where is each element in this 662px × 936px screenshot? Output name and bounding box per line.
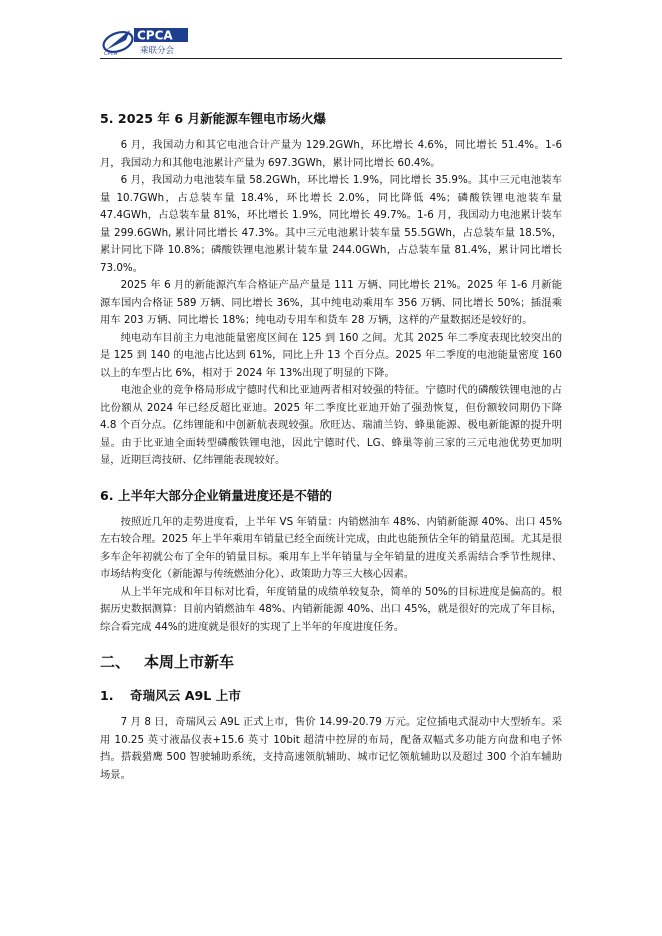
page-header	[100, 22, 562, 59]
section5-paragraph: 纯电动车目前主力电池能量密度区间在 125 到 160 之间。尤其 2025 年二季度表现比较突出的是 125 到 140 的电池占比达到 61%，同比上升 13 个百分点。2025 年二季度的电池能量密度 160 以上的车型占比 6%，相对于 2024 年 13%出现了明显的下降。	[100, 331, 562, 379]
item1-title: 奇瑞风云 A9L 上市	[130, 688, 241, 703]
item1-number: 1.	[100, 688, 114, 703]
item1-heading	[100, 688, 562, 704]
logo-text: CPCA	[137, 28, 173, 43]
cpca-logo	[100, 22, 200, 56]
section5-title: 5. 2025 年 6 月新能源车锂电市场火爆	[100, 111, 327, 126]
chapter-heading	[100, 652, 562, 672]
section6-paragraph: 从上半年完成和年目标对比看，年度销量的成绩单较复杂，简单的 50%的目标进度是偏高的。根据历史数据测算：目前内销燃油车 48%、内销新能源 40%、出口 45%，就是很好的完成了年目标，综合看完成 44%的进度就是很好的实现了上半年的年度进度任务。	[100, 585, 562, 633]
document-body	[100, 111, 562, 784]
item1-paragraph: 7 月 8 日，奇瑞风云 A9L 正式上市，售价 14.99-20.79 万元。定位插电式混动中大型轿车。采用 10.25 英寸液晶仪表+15.6 英寸 10bit 超清中控屏的布局，配备双幅式多功能方向盘和电子怀挡。搭载猎鹰 500 智驶辅助系统，支持高速领航辅助、城市记忆领航辅助以及超过 300 个泊车辅助场景。	[100, 716, 562, 781]
section6-paragraph: 按照近几年的走势进度看，上半年 VS 年销量：内销燃油车 48%、内销新能源 40%、出口 45%左右较合理。2025 年上半年乘用车销量已经全面统计完成，由此也能预估全年的销量范围。尤其是很多车企年初就公布了全年的销量目标。乘用车上半年销量与全年销量的进度关系需结合季节性规律、市场结构变化（新能源与传统燃油分化）、政策助力等三大核心因素。	[100, 515, 562, 580]
chapter-number: 二、	[100, 653, 131, 671]
section5-paragraph: 电池企业的竞争格局形成宁德时代和比亚迪两者相对较强的特征。宁德时代的磷酸铁锂电池的占比份额从 2024 年已经反超比亚迪。2025 年二季度比亚迪开始了强劲恢复，但份额较同期仍下降 4.8 个百分点。亿纬锂能和中创新航表现较强。欣旺达、瑞浦兰钧、蜂巢能源、极电新能源的提升明显。由于比亚迪全面转型磷酸铁锂电池，因此宁德时代、LG、蜂巢等前三家的三元电池优势更加明显，近期巨湾技研、亿纬锂能表现较好。	[100, 384, 562, 466]
section5-paragraph: 6 月，我国动力和其它电池合计产量为 129.2GWh，环比增长 4.6%，同比增长 51.4%。1-6 月，我国动力和其他电池累计产量为 697.3GWh，累计同比增长 60.4%。	[100, 139, 562, 169]
section5-paragraph: 2025 年 6 月的新能源汽车合格证产品产量是 111 万辆、同比增长 21%。2025 年 1-6 月新能源车国内合格证 589 万辆、同比增长 36%，其中纯电动乘用车 356 万辆、同比增长 50%；插混乘用车 203 万辆、同比增长 18%；纯电动专用车和货车 28 万辆，这样的产量数据还是较好的。	[100, 279, 562, 326]
section5-paragraph: 6 月，我国动力电池装车量 58.2GWh，环比增长 1.9%，同比增长 35.9%。其中三元电池装车量 10.7GWh，占总装车量 18.4%，环比增长 2.0%，同比降低 4%；磷酸铁锂电池装车量 47.4GWh，占总装车量 81%，环比增长 1.9%，同比增长 49.7%。1-6 月，我国动力电池累计装车量 299.6GWh, 累计同比增长 47.3%。其中三元电池累计装车量 55.5GWh，占总装车量 18.5%，累计同比下降 10.8%；磷酸铁锂电池累计装车量 244.0GWh，占总装车量 81.4%，累计同比增长 73.0%。	[100, 174, 562, 274]
logo-subtext: 乘联分会	[140, 46, 175, 56]
logo-small: CPCA	[104, 51, 118, 56]
chapter-title: 本周上市新车	[144, 653, 235, 671]
section6-title: 6. 上半年大部分企业销量进度还是不错的	[100, 487, 333, 503]
